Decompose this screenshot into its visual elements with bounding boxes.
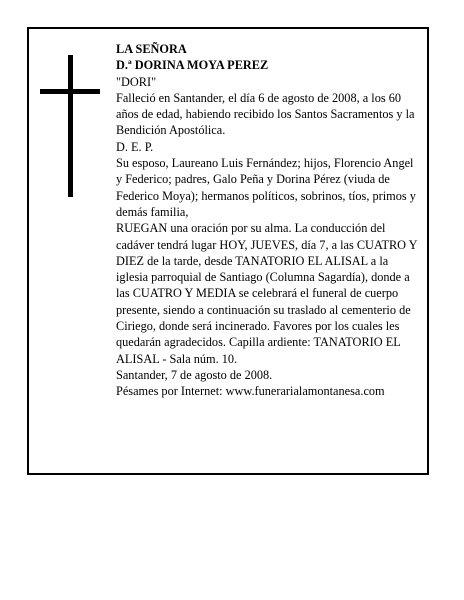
request-paragraph [116, 220, 422, 367]
obituary-text [116, 41, 422, 400]
place-date: Santander, 7 de agosto de 2008. [116, 367, 273, 382]
obituary-notice [27, 27, 429, 475]
cross-icon [40, 55, 100, 197]
rip: D. E. P. [116, 139, 154, 154]
cross-horizontal-bar [40, 89, 100, 94]
cross-vertical-bar [68, 55, 73, 197]
deceased-name: D.ª DORINA MOYA PEREZ [116, 58, 269, 73]
condolences: Pésames por Internet: www.funerarialamontanesa.com [116, 384, 385, 399]
request-text: una oración por su alma. La conducción del cadáver tendrá lugar HOY, JUEVES, día 7, a las CUATRO Y DIEZ de la tarde, desde TANATORIO EL ALISAL a la iglesia parroquial de Santiago (Columna Sagardía), donde a las CUATRO Y MEDIA se celebrará el funeral de cuerpo presente, siendo a continuación su traslado al cementerio de Ciriego, donde será incinerado. Favores por los cuales les quedarán agradecidos. Capilla ardiente: TANATORIO EL ALISAL - Sala núm. 10. [116, 221, 418, 366]
request-lead: RUEGAN [116, 221, 168, 236]
family: Su esposo, Laureano Luis Fernández; hijos, Florencio Angel y Federico; padres, Galo Peña y Dorina Pérez (viuda de Federico Moya); hermanos políticos, sobrinos, tíos, primos y demás familia, [116, 156, 416, 219]
heading: LA SEÑORA [116, 42, 187, 56]
death-notice: Falleció en Santander, el día 6 de agosto de 2008, a los 60 años de edad, habiendo recibido los Santos Sacramentos y la Bendición Apostólica. [116, 90, 415, 138]
nickname: "DORI" [116, 74, 157, 89]
